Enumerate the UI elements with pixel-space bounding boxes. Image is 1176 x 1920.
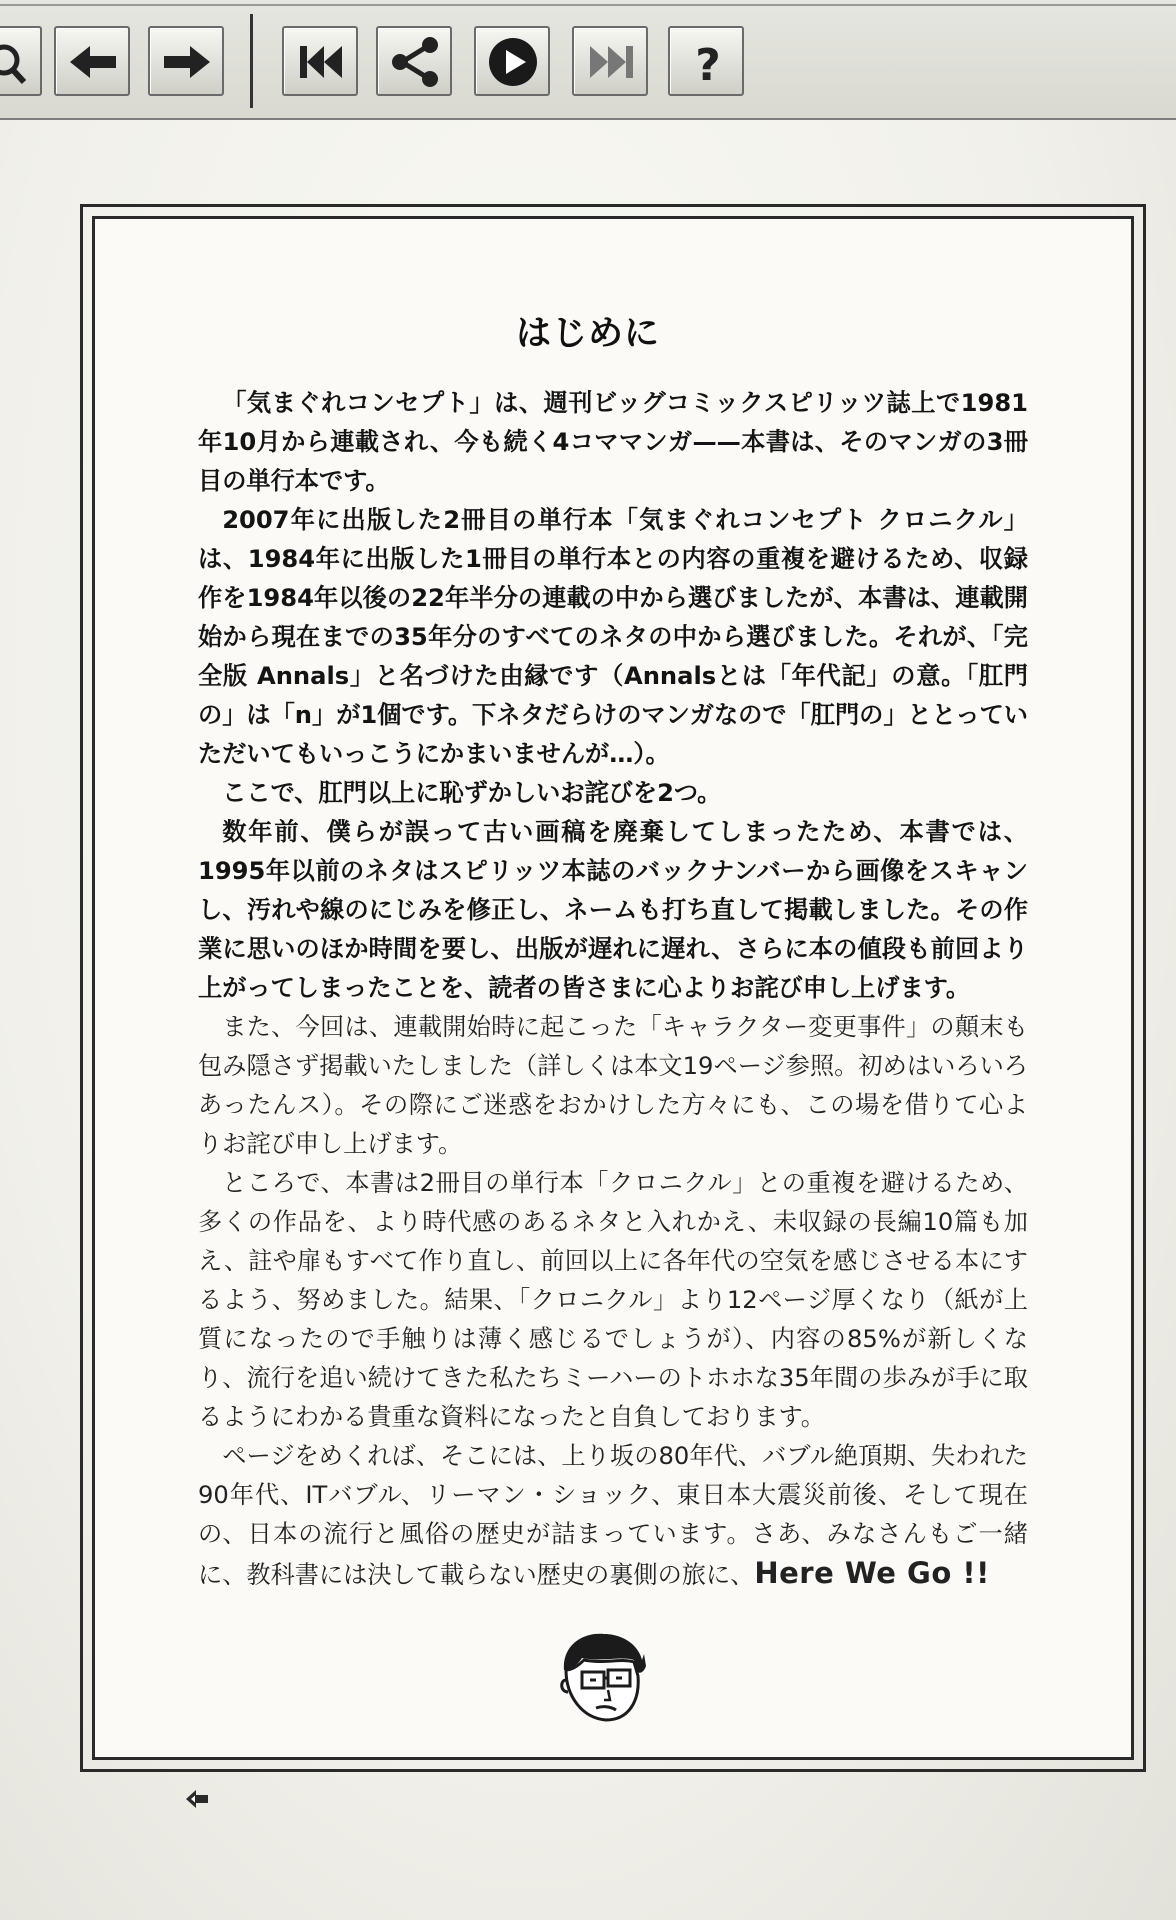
- help-icon: [670, 28, 746, 98]
- toolbar-top-border: [0, 4, 1176, 6]
- help-button[interactable]: [668, 26, 744, 96]
- last-page-button[interactable]: [572, 26, 648, 96]
- skip-forward-icon: [574, 28, 650, 98]
- search-button[interactable]: [0, 26, 42, 96]
- play-icon: [476, 28, 552, 98]
- forward-button[interactable]: [148, 26, 224, 96]
- share-button[interactable]: [376, 26, 452, 96]
- paragraph-4: 数年前、僕らが誤って古い画稿を廃棄してしまったため、本書では、1995年以前のネタはスピリッツ本誌のバックナンバーから画像をスキャンし、汚れや線のにじみを修正し、ネームも打ち直して掲載しました。その作業に思いのほか時間を要し、出版が遅れに遅れ、さらに本の値段も前回より上がってしまったことを、読者の皆さまに心よりお詫び申し上げます。: [198, 818, 1028, 1002]
- paragraph-2: 2007年に出版した2冊目の単行本「気まぐれコンセプト クロニクル」は、1984年に出版した1冊目の単行本との内容の重複を避けるため、収録作を1984年以後の22年半分の連載の中から選びましたが、本書は、連載開始から現在までの35年分のすべてのネタの中から選びました。それが、「完全版 Annals」と名づけた由縁です（Annalsとは「年代記」の意。「肛門の」は「n」が1個です。下ネタだらけのマンガなので「肛門の」ととっていただいてもいっこうにかまいませんが…）。: [198, 506, 1028, 768]
- paragraph-6: ところで、本書は2冊目の単行本「クロニクル」との重複を避けるため、多くの作品を、より時代感のあるネタと入れかえ、未収録の長編10篇も加え、註や扉もすべて作り直し、前回以上に各年代の空気を感じさせる本にするよう、努めました。結果、「クロニクル」より12ページ厚くなり（紙が上質になったので手触りは薄く感じるでしょうが）、内容の85%が新しくなり、流行を追い続けてきた私たちミーハーのトホホな35年間の歩みが手に取るようにわかる貴重な資料になったと自負しております。: [198, 1169, 1028, 1431]
- svg-text:?: ?: [695, 40, 721, 91]
- arrow-right-icon: [150, 28, 226, 98]
- share-icon: [378, 28, 454, 98]
- return-arrow-icon[interactable]: [184, 1788, 210, 1810]
- play-button[interactable]: [474, 26, 550, 96]
- page-body: [198, 384, 1028, 1595]
- paragraph-1: 「気まぐれコンセプト」は、週刊ビッグコミックスピリッツ誌上で1981年10月から連載され、今も続く4コママンガ——本書は、そのマンガの3冊目の単行本です。: [198, 389, 1028, 495]
- toolbar: [0, 0, 1176, 120]
- first-page-button[interactable]: [282, 26, 358, 96]
- search-icon: [0, 28, 44, 98]
- arrow-left-icon: [56, 28, 132, 98]
- paragraph-5: また、今回は、連載開始時に起こった「キャラクター変更事件」の顛末も包み隠さず掲載いたしました（詳しくは本文19ページ参照。初めはいろいろあったんス）。その際にご迷惑をおかけした方々にも、この場を借りて心よりお詫び申し上げます。: [198, 1013, 1028, 1158]
- paragraph-7: [198, 1437, 1028, 1595]
- toolbar-separator: [250, 14, 253, 108]
- back-button[interactable]: [54, 26, 130, 96]
- paragraph-3: ここで、肛門以上に恥ずかしいお詫びを2つ。: [222, 779, 722, 807]
- page-title: はじめに: [515, 314, 660, 354]
- closing-phrase: Here We Go !!: [754, 1556, 990, 1590]
- mascot-illustration: [552, 1626, 652, 1726]
- paragraph-7-text: ページをめくれば、そこには、上り坂の80年代、バブル絶頂期、失われた90年代、ITバブル、リーマン・ショック、東日本大震災前後、そして現在の、日本の流行と風俗の歴史が詰まっています。さあ、みなさんもご一緒に、教科書には決して載らない歴史の裏側の旅に、: [198, 1442, 1028, 1589]
- skip-back-icon: [284, 28, 360, 98]
